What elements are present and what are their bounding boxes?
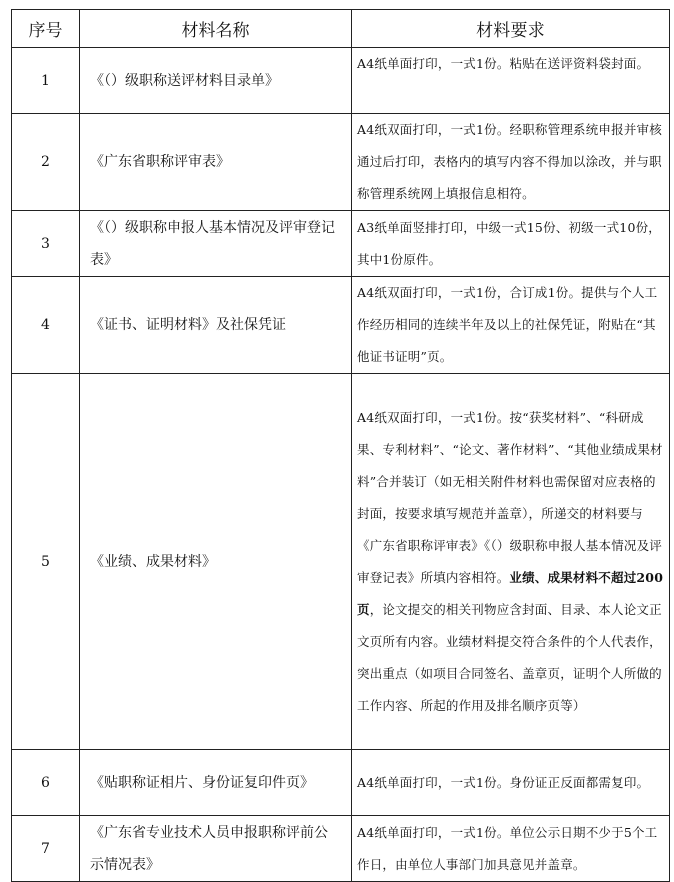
row-requirement: A4纸单面打印，一式1份。单位公示日期不少于5个工作日，由单位人事部门加具意见并盖章。 xyxy=(352,816,670,882)
row-requirement: A3纸单面竖排打印，中级一式15份、初级一式10份，其中1份原件。 xyxy=(352,211,670,277)
row-material-name: 《证书、证明材料》及社保凭证 xyxy=(80,277,352,374)
row-number: 2 xyxy=(12,114,80,211)
row-requirement: A4纸单面打印，一式1份。身份证正反面都需复印。 xyxy=(352,750,670,816)
row-requirement: A4纸双面打印，一式1份，合订成1份。提供与个人工作经历相同的连续半年及以上的社保凭证，附贴在“其他证书证明”页。 xyxy=(352,277,670,374)
table-row xyxy=(12,750,670,816)
row-number: 1 xyxy=(12,48,80,114)
table-row xyxy=(12,48,670,114)
table-row xyxy=(12,277,670,374)
table-row xyxy=(12,374,670,750)
table-row xyxy=(12,114,670,211)
header-material-requirement: 材料要求 xyxy=(352,10,670,48)
materials-table xyxy=(11,9,670,882)
row-material-name: 《（）级职称送评材料目录单》 xyxy=(80,48,352,114)
table-row xyxy=(12,211,670,277)
table-row xyxy=(12,816,670,882)
row-number: 5 xyxy=(12,374,80,750)
row-requirement xyxy=(352,374,670,750)
header-material-name: 材料名称 xyxy=(80,10,352,48)
row-number: 3 xyxy=(12,211,80,277)
table-header-row xyxy=(12,10,670,48)
row-material-name: 《贴职称证相片、身份证复印件页》 xyxy=(80,750,352,816)
row-requirement: A4纸单面打印，一式1份。粘贴在送评资料袋封面。 xyxy=(352,48,670,114)
row-material-name: 《广东省专业技术人员申报职称评前公示情况表》 xyxy=(80,816,352,882)
row-material-name: 《业绩、成果材料》 xyxy=(80,374,352,750)
requirement-text: A4纸双面打印，一式1份。按“获奖材料”、“科研成果、专利材料”、“论文、著作材料”、“其他业绩成果材料”合并装订（如无相关附件材料也需保留对应表格的封面，按要求填写规范并盖章），所递交的材料要与《广东省职称评审表》《（）级职称申报人基本情况及评审登记表》所填内容相符。 xyxy=(357,409,663,585)
requirement-highlight: 业绩、成果材料不超过200页 xyxy=(357,569,664,617)
row-number: 4 xyxy=(12,277,80,374)
row-number: 7 xyxy=(12,816,80,882)
row-requirement: A4纸双面打印，一式1份。经职称管理系统申报并审核通过后打印，表格内的填写内容不得加以涂改，并与职称管理系统网上填报信息相符。 xyxy=(352,114,670,211)
row-material-name: 《广东省职称评审表》 xyxy=(80,114,352,211)
row-number: 6 xyxy=(12,750,80,816)
header-serial-number: 序号 xyxy=(12,10,80,48)
requirement-text: ，论文提交的相关刊物应含封面、目录、本人论文正文页所有内容。业绩材料提交符合条件的个人代表作，突出重点（如项目合同签名、盖章页，证明个人所做的工作内容、所起的作用及排名顺序页等） xyxy=(357,601,662,713)
row-material-name: 《（）级职称申报人基本情况及评审登记表》 xyxy=(80,211,352,277)
